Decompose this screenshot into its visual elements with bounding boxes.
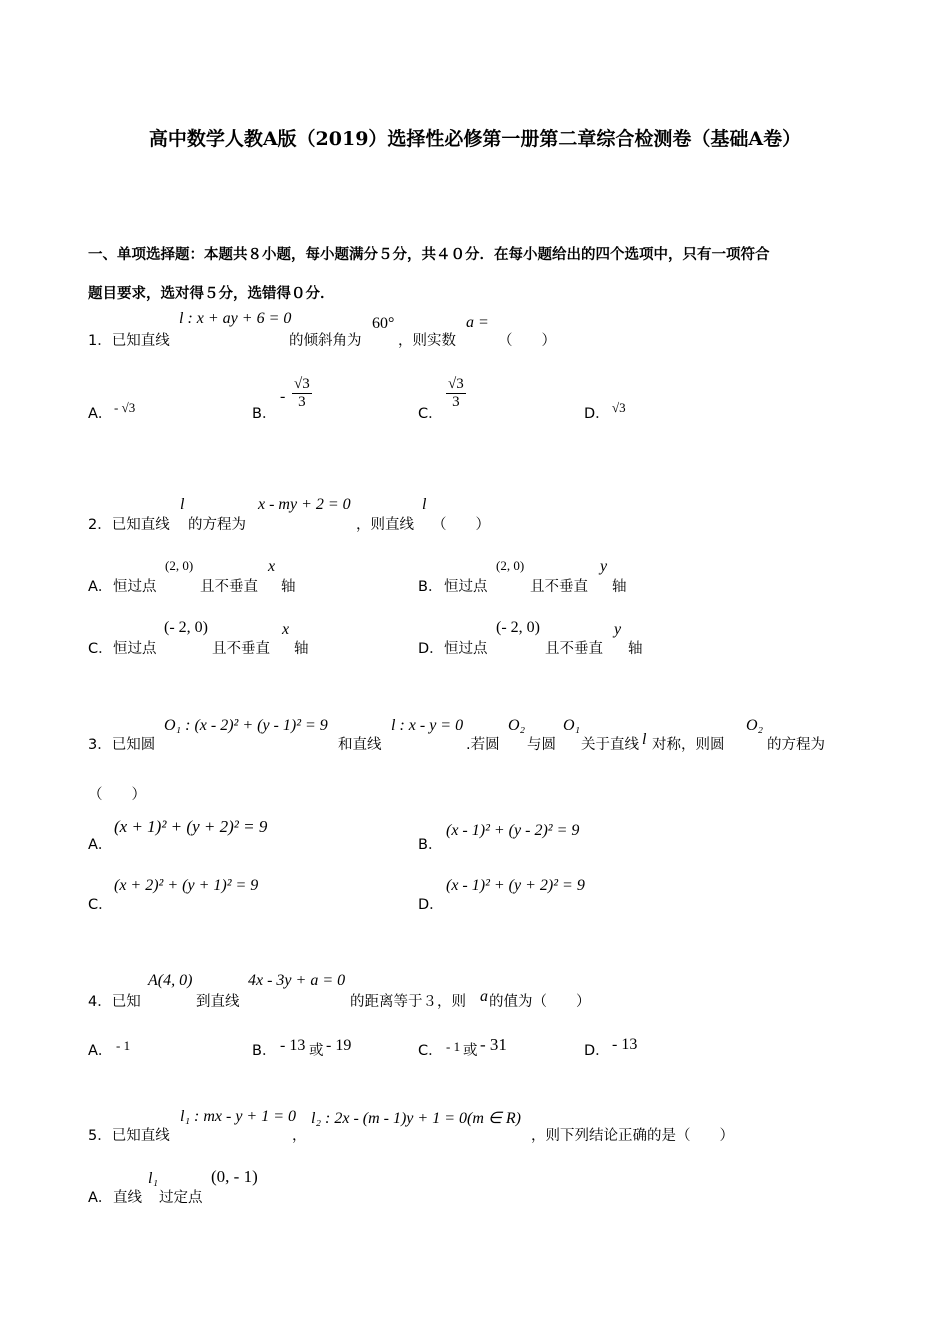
q4-option-a-value: - 1: [116, 1038, 131, 1053]
section-heading-line-2: 题目要求，选对得５分，选错得０分．: [88, 286, 335, 302]
q5-l2-equation: l₂ : 2x - (m - 1)y + 1 = 0(m ∈ R): [311, 1110, 521, 1127]
q2-prefix: 2．已知直线: [88, 517, 170, 533]
q2-option-d-point: (- 2, 0): [496, 619, 540, 636]
q5-comma: ，: [292, 1128, 307, 1144]
q4-option-d-value: - 13: [612, 1036, 638, 1053]
q2-option-c-text: 恒过点: [113, 641, 157, 657]
q4-option-c-label: C．: [418, 1043, 443, 1059]
q4-point: A(4, 0): [148, 972, 193, 989]
q1-option-b-numerator: √3: [294, 376, 310, 392]
q5-option-a-l1: l₁: [148, 1170, 159, 1187]
q3-prefix: 3．已知圆: [88, 737, 156, 753]
q3-text-5: 的方程为: [767, 737, 825, 753]
q3-option-a-label: A．: [88, 837, 113, 853]
q2-option-d-text-3: 轴: [628, 641, 643, 657]
q3-text-2: 与圆: [527, 737, 556, 753]
q3-text-4: 对称，则圆: [652, 737, 725, 753]
q2-option-b-point: (2, 0): [496, 558, 525, 573]
q3-circle-equation: O₁ : (x - 2)² + (y - 1)² = 9: [164, 717, 328, 734]
q3-mid-text: 和直线: [338, 737, 382, 753]
q3-text-3: 关于直线: [581, 737, 639, 753]
q3-option-a-equation: (x + 1)² + (y + 2)² = 9: [114, 817, 268, 836]
q2-option-a-text: 恒过点: [113, 579, 157, 595]
q1-angle: 60°: [372, 315, 395, 332]
q1-option-d-label: D．: [584, 406, 610, 422]
q1-option-c-fraction: [446, 376, 466, 411]
q5-option-a-text-2: 过定点: [159, 1190, 203, 1206]
q1-line-equation: l : x + ay + 6 = 0: [179, 310, 292, 327]
q3-option-b-equation: (x - 1)² + (y - 2)² = 9: [446, 822, 580, 839]
q2-option-a-axis: x: [268, 558, 276, 575]
q2-option-d-text-2: 且不垂直: [545, 641, 603, 657]
q1-option-d-value: √3: [612, 400, 626, 415]
q1-option-a-value: - √3: [114, 400, 136, 415]
q3-l: l: [642, 731, 647, 748]
q3-answer-paren: （ ）: [88, 787, 146, 803]
q3-option-c-equation: (x + 2)² + (y + 1)² = 9: [114, 877, 259, 894]
q2-var-l: l: [180, 496, 185, 513]
q4-post-text: 的距离等于３，则: [350, 994, 466, 1010]
q2-option-d-text: 恒过点: [444, 641, 488, 657]
q4-option-d-label: D．: [584, 1043, 610, 1059]
q1-option-b-denominator: 3: [298, 394, 306, 410]
q4-option-b-or: 或: [309, 1043, 324, 1059]
q3-option-b-label: B．: [418, 837, 443, 853]
q4-option-b-label: B．: [252, 1043, 277, 1059]
q5-option-a-point: (0, - 1): [211, 1167, 258, 1186]
page-title: 高中数学人教A版（2019）选择性必修第一册第二章综合检测卷（基础A卷）: [148, 128, 802, 150]
q3-option-d-label: D．: [418, 897, 444, 913]
q2-option-c-text-3: 轴: [294, 641, 309, 657]
q1-option-b-fraction: [292, 376, 312, 411]
q5-option-a-label: A．: [88, 1190, 113, 1206]
q1-prefix: 1．已知直线: [88, 333, 170, 349]
q3-line-equation: l : x - y = 0: [391, 717, 464, 734]
q5-option-a-text: 直线: [113, 1190, 142, 1206]
q2-option-d-label: D．: [418, 641, 444, 657]
q4-prefix: 4．已知: [88, 994, 141, 1010]
section-heading-line-1: 一、单项选择题：本题共８小题，每小题满分５分，共４０分．在每小题给出的四个选项中，只有一项符合: [88, 247, 770, 263]
q4-variable: a: [480, 988, 488, 1005]
q2-post-text: ，则直线: [356, 517, 414, 533]
q2-option-d-axis: y: [614, 621, 622, 638]
q1-answer-paren: （ ）: [498, 333, 556, 349]
q2-option-b-axis: y: [600, 558, 608, 575]
q4-option-c-value-2: - 31: [480, 1035, 507, 1054]
q4-mid-text: 到直线: [196, 994, 240, 1010]
q1-mid-text: 的倾斜角为: [289, 333, 362, 349]
q4-option-b-value-2: - 19: [326, 1037, 352, 1054]
q3-option-d-equation: (x - 1)² + (y + 2)² = 9: [446, 877, 585, 894]
q2-option-a-text-2: 且不垂直: [200, 579, 258, 595]
q4-equation: 4x - 3y + a = 0: [248, 972, 346, 989]
q5-l1-equation: l₁ : mx - y + 1 = 0: [180, 1108, 297, 1125]
q3-text-1: .若圆: [466, 737, 500, 753]
q1-option-c-denominator: 3: [452, 394, 460, 410]
q4-post-text-2: 的值为（ ）: [489, 994, 591, 1010]
q2-option-c-text-2: 且不垂直: [212, 641, 270, 657]
q2-answer-paren: （ ）: [432, 517, 490, 533]
q4-option-c-value-1: - 1: [446, 1039, 461, 1054]
q2-option-a-point: (2, 0): [165, 558, 194, 573]
q2-option-a-text-3: 轴: [281, 579, 296, 595]
q2-option-b-text-2: 且不垂直: [530, 579, 588, 595]
q1-option-c-numerator: √3: [448, 376, 464, 392]
q2-equation: x - my + 2 = 0: [258, 496, 351, 513]
q3-o2-b: O₂: [746, 717, 764, 734]
q4-option-a-label: A．: [88, 1043, 113, 1059]
q2-option-c-axis: x: [282, 621, 290, 638]
q4-option-c-or: 或: [463, 1043, 478, 1059]
q2-option-b-label: B．: [418, 579, 443, 595]
q1-option-a-label: A．: [88, 406, 113, 422]
q3-o2: O₂: [508, 717, 526, 734]
q3-o1: O₁: [563, 717, 581, 734]
q5-post-text: ，则下列结论正确的是（ ）: [531, 1128, 734, 1144]
q1-option-c-label: C．: [418, 406, 443, 422]
q2-var-l-2: l: [422, 496, 427, 513]
q1-variable: a =: [466, 314, 489, 331]
q2-option-b-text-3: 轴: [612, 579, 627, 595]
q1-option-b-label: B．: [252, 406, 277, 422]
q4-option-b-value-1: - 13: [280, 1037, 306, 1054]
q2-option-b-text: 恒过点: [444, 579, 488, 595]
q2-mid-text: 的方程为: [188, 517, 246, 533]
q2-option-a-label: A．: [88, 579, 113, 595]
q5-prefix: 5．已知直线: [88, 1128, 170, 1144]
q1-option-b-sign: -: [280, 388, 286, 405]
q2-option-c-point: (- 2, 0): [164, 619, 208, 636]
q3-option-c-label: C．: [88, 897, 113, 913]
q1-post-text: ，则实数: [398, 333, 456, 349]
q2-option-c-label: C．: [88, 641, 113, 657]
